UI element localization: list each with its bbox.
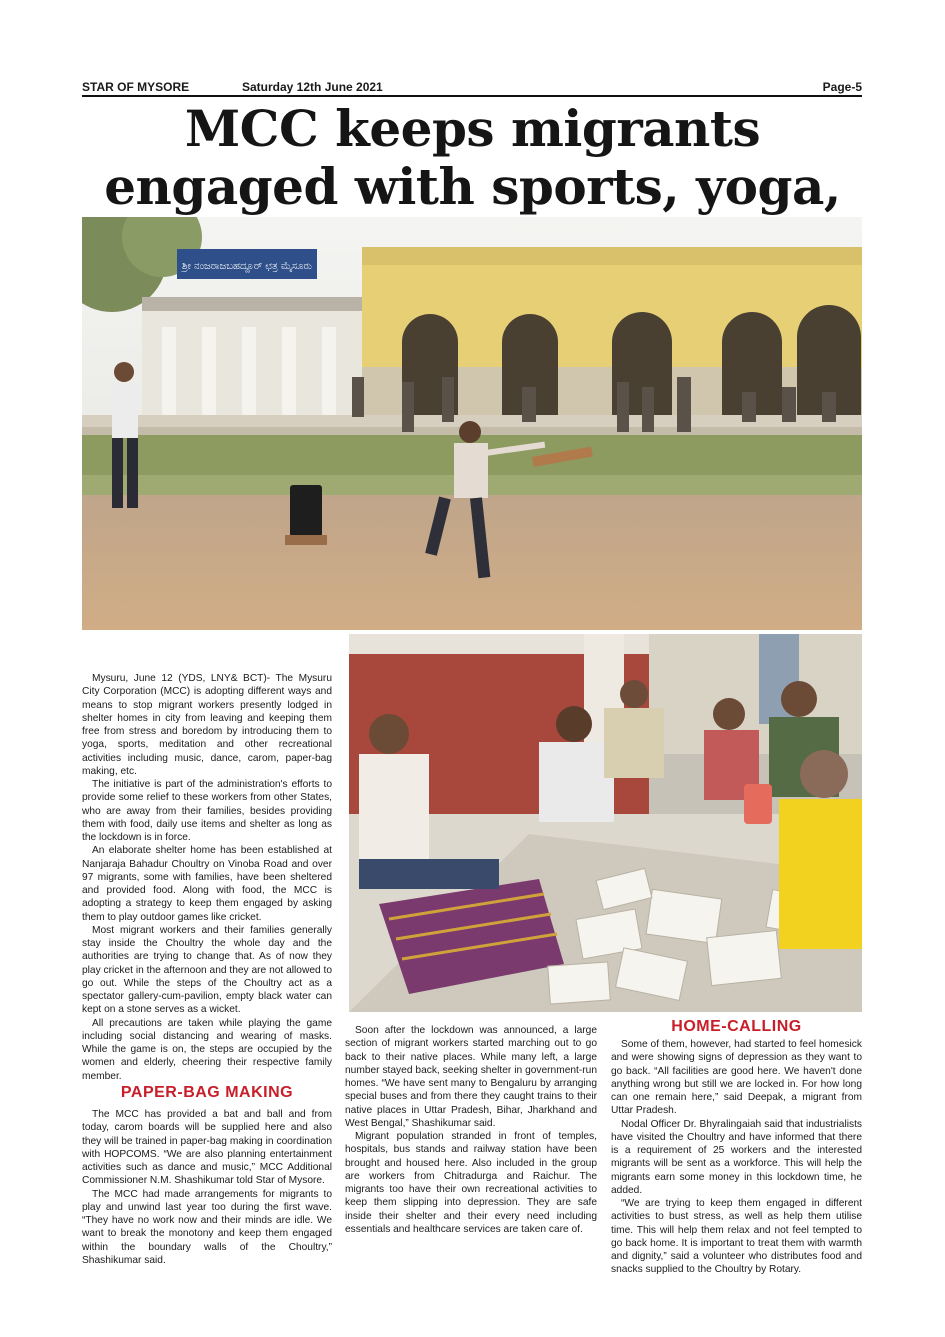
article-paragraph: The initiative is part of the administration's efforts to provide some relief to these workers from other States, who are away from their families, besides providing them with food, daily use items and shelter as long as the lockdown is in force. bbox=[82, 779, 332, 843]
masthead-date: Saturday 12th June 2021 bbox=[242, 80, 383, 94]
masthead-page-number: Page-5 bbox=[822, 80, 862, 94]
article-paragraph: Migrant population stranded in front of temples, hospitals, bus stands and railway station have been brought and housed here. Also included in the group are workers from Chitradurga and Raichur. The migrants too have their own recreational activities to keep them slipping into depression. They are safe inside their shelter and their every need including essentials and healthcare services are taken care of. bbox=[345, 1131, 597, 1235]
article-paragraph: “We are trying to keep them engaged in different activities to bust stress, as well as help them utilise time. This will help them relax and not feel tempted to go back home. It is important to treat them with warmth and dignity,” said a volunteer who distributes food and snacks supplied to the Choultry by Rotary. bbox=[611, 1198, 862, 1276]
masthead-rule bbox=[82, 95, 862, 97]
article-column-1b bbox=[82, 1108, 332, 1267]
subhead-home-calling: HOME-CALLING bbox=[671, 1018, 802, 1035]
article-paragraph: Some of them, however, had started to feel homesick and were showing signs of depression as they want to go back. “All facilities are good here. We haven't done anything wrong but still we are locked in. For how long can one remain here,” said Deepak, a migrant from Uttar Pradesh. bbox=[611, 1039, 862, 1117]
article-paragraph: All precautions are taken while playing the game including social distancing and wearing of masks. While the game is on, the steps are occupied by the women and elderly, cheering their respective family member. bbox=[82, 1017, 332, 1082]
masthead-paper-name: STAR OF MYSORE bbox=[82, 80, 190, 94]
article-paragraph: The MCC has provided a bat and ball and from today, carom boards will be supplied here and also they will be trained in paper-bag making in coordination with HOPCOMS. “We are also planning entertainment activities such as dance and music,” MCC Additional Commissioner N.M. Shashikumar told Star of Mysore. bbox=[82, 1109, 332, 1187]
subhead-paper-bag-making: PAPER-BAG MAKING bbox=[120, 1084, 294, 1101]
article-paragraph: Nodal Officer Dr. Bhyralingaiah said that industrialists have visited the Choultry and have informed that there is a requirement of 25 workers and the interested migrants will be sent as a workforce. This will help the migrants earn some money in this lockdown time, he added. bbox=[611, 1118, 862, 1196]
article-paragraph: Soon after the lockdown was announced, a large section of migrant workers started marching out to go back to their native places. While many left, a large number stayed back, seeking shelter in government-run homes. “We have sent many to Bengaluru by arranging special buses and from there they caught trains to their native places in Uttar Pradesh, Bihar, Jharkhand and West Bengal,” Shashikumar said. bbox=[345, 1025, 597, 1129]
article-paragraph: The MCC had made arrangements for migrants to play and unwind last year too during the first wave. “They have no work now and their minds are idle. We want to break the monotony and keep them engaged within the boundary walls of the Choultry,” Shashikumar said. bbox=[82, 1188, 332, 1266]
article-paragraph: Mysuru, June 12 (YDS, LNY& BCT)- The Mysuru City Corporation (MCC) is adopting different ways and means to stop migrant workers presently lodged in shelter homes in city from leaving and keeping them free from stress and boredom by introducing them to yoga, sports, meditation and other recreational activities including music, dance, carom, paper-bag making, etc. bbox=[82, 673, 332, 777]
article-column-1 bbox=[82, 672, 332, 1083]
article-column-2 bbox=[345, 1024, 597, 1236]
headline: MCC keeps migrants engaged with sports, yoga, bbox=[104, 99, 841, 216]
photo-paper-bag-making bbox=[349, 634, 862, 1012]
photo-paper-bag-illustration bbox=[349, 634, 862, 1012]
article-paragraph: Most migrant workers and their families generally stay inside the Choultry the whole day and the authorities are trying to change that. As of now they play cricket in the afternoon and they are not allowed to go out. While the steps of the Choultry act as a spectator gallery-cum-pavilion, empty black water can kept on a stone serves as a wicket. bbox=[82, 924, 332, 1016]
signboard-text: ಶ್ರೀ ನಂಜರಾಜಬಹದ್ದೂರ್ ಛತ್ರ ಮೈಸೂರು bbox=[182, 261, 312, 272]
photo-cricket-choultry bbox=[82, 217, 862, 630]
photo-cricket-illustration bbox=[82, 217, 862, 630]
article-paragraph: An elaborate shelter home has been established at Nanjaraja Bahadur Choultry on Vinoba Road and over 97 migrants, some with families, have been sheltered and provided food. Along with food, the MCC is adopting a strategy to keep them engaged by asking them to play outdoor games like cricket. bbox=[82, 845, 332, 923]
article-column-3 bbox=[611, 1038, 862, 1277]
masthead bbox=[82, 80, 862, 94]
